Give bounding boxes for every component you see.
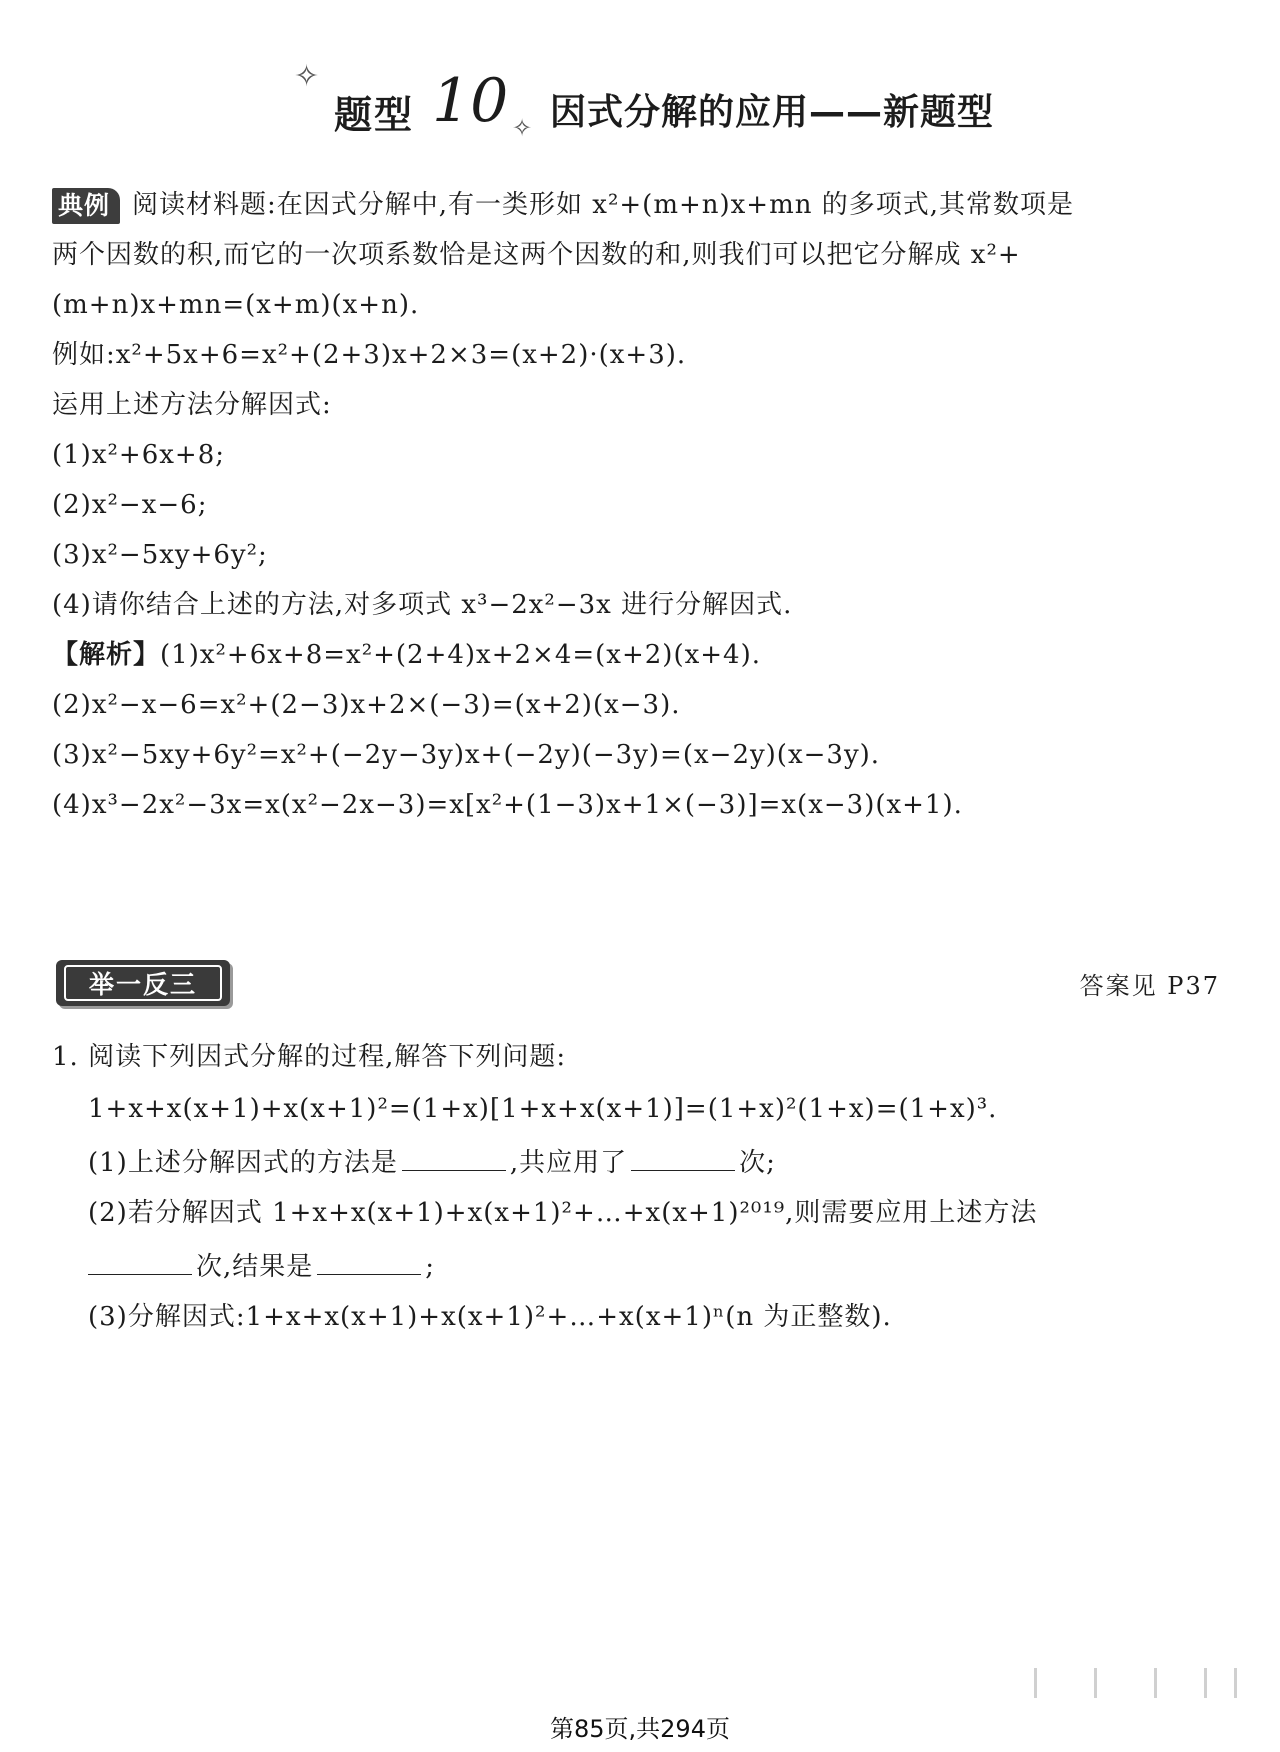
question-part-2: (2)若分解因式 1+x+x(x+1)+x(x+1)²+…+x(x+1)²⁰¹⁹,则需要应用上述方法 <box>88 1198 1038 1228</box>
part1-text-c: 次; <box>739 1148 776 1178</box>
analysis-line-3: (3)x²−5xy+6y²=x²+(−2y−3y)x+(−2y)(−3y)=(x−2y)(x−3y). <box>52 740 881 770</box>
example-badge: 典例 <box>52 188 120 224</box>
analysis-line-2: (2)x²−x−6=x²+(2−3)x+2×(−3)=(x+2)(x−3). <box>52 690 681 720</box>
example-line-9: (4)请你结合上述的方法,对多项式 x³−2x²−3x 进行分解因式. <box>52 590 793 620</box>
question-part-3: (3)分解因式:1+x+x(x+1)+x(x+1)²+…+x(x+1)ⁿ(n 为正整数). <box>88 1302 892 1332</box>
answer-reference: 答案见 P37 <box>1079 972 1220 1000</box>
part2-text-c: ; <box>425 1252 436 1282</box>
title-number: 10 <box>432 66 509 136</box>
example-line-6: (1)x²+6x+8; <box>52 440 225 470</box>
page-footer: 第85页,共294页 <box>550 1715 730 1743</box>
question-part-2-cont <box>88 1248 435 1284</box>
analysis-line-1 <box>52 638 761 672</box>
example-line-4: 例如:x²+5x+6=x²+(2+3)x+2×3=(x+2)·(x+3). <box>52 340 687 370</box>
analysis-text: (1)x²+6x+8=x²+(2+4)x+2×4=(x+2)(x+4). <box>160 640 761 670</box>
example-line-1 <box>52 188 1074 224</box>
answer-blank[interactable] <box>631 1144 735 1171</box>
example-line-5: 运用上述方法分解因式: <box>52 390 332 420</box>
example-line-2: 两个因数的积,而它的一次项系数恰是这两个因数的和,则我们可以把它分解成 x²+ <box>52 240 1021 270</box>
part1-text-b: ,共应用了 <box>509 1148 628 1178</box>
part2-text-b: 次,结果是 <box>196 1252 314 1282</box>
section-title <box>0 59 1280 150</box>
title-main: 因式分解的应用——新题型 <box>550 92 995 133</box>
watermark <box>1014 1668 1254 1702</box>
title-prefix: 题型 <box>334 93 415 137</box>
example-line-7: (2)x²−x−6; <box>52 490 208 520</box>
answer-blank[interactable] <box>88 1248 192 1275</box>
question-stem: 1. 阅读下列因式分解的过程,解答下列问题: <box>52 1042 567 1072</box>
answer-blank[interactable] <box>402 1144 506 1171</box>
practice-badge-label: 举一反三 <box>64 965 222 1001</box>
answer-blank[interactable] <box>317 1248 421 1275</box>
example-text: 阅读材料题:在因式分解中,有一类形如 x²+(m+n)x+mn 的多项式,其常数项是 <box>132 190 1075 220</box>
sparkle-icon: ✧ <box>294 59 320 94</box>
example-line-3: (m+n)x+mn=(x+m)(x+n). <box>52 290 420 320</box>
part1-text-a: (1)上述分解因式的方法是 <box>88 1148 398 1178</box>
practice-badge <box>56 960 230 1006</box>
analysis-line-4: (4)x³−2x²−3x=x(x²−2x−3)=x[x²+(1−3)x+1×(−3)]=x(x−3)(x+1). <box>52 790 963 820</box>
question-part-1 <box>88 1144 776 1180</box>
question-process: 1+x+x(x+1)+x(x+1)²=(1+x)[1+x+x(x+1)]=(1+x)²(1+x)=(1+x)³. <box>88 1094 998 1124</box>
analysis-tag: 【解析】 <box>52 640 161 670</box>
example-line-8: (3)x²−5xy+6y²; <box>52 540 268 570</box>
sparkle-icon: ✧ <box>512 114 533 142</box>
